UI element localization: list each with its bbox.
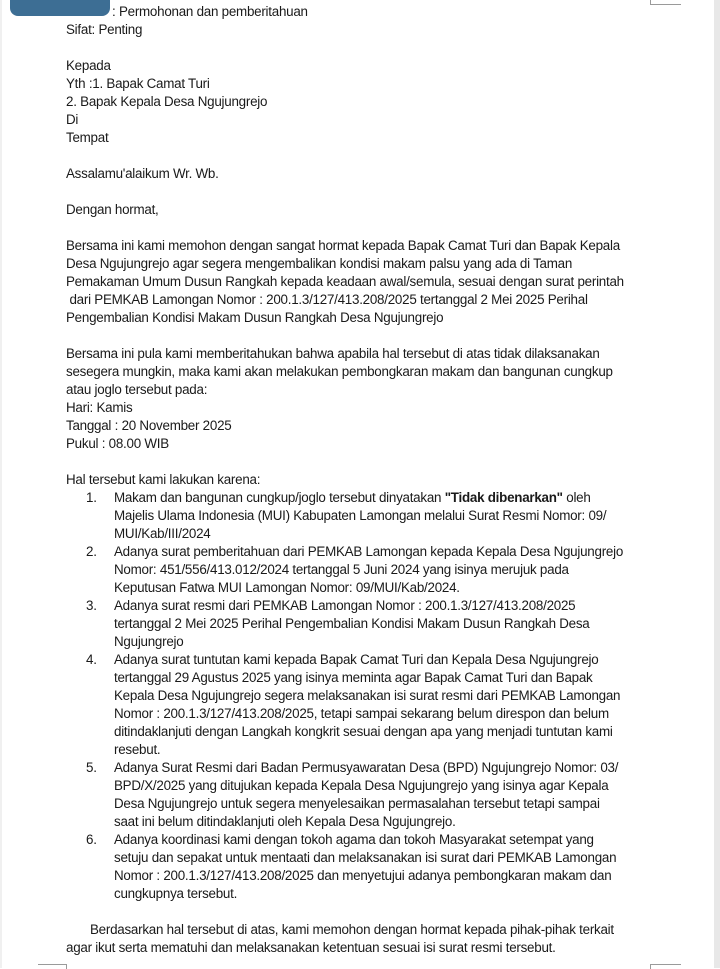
reason-item — [66, 651, 656, 759]
reason-line — [114, 597, 656, 615]
recipient-line: Tempat — [66, 130, 109, 145]
schedule-date: Tanggal : 20 November 2025 — [66, 418, 232, 433]
paragraph-line: Pengembalian Kondisi Makam Dusun Rangkah Desa Ngujungrejo — [66, 310, 444, 325]
reason-text: tertanggal 29 Agustus 2025 yang isinya meminta agar Bapak Camat Turi dan Bapak — [114, 670, 593, 685]
paragraph-request — [66, 237, 656, 327]
reason-emphasis: "Tidak dibenarkan" — [444, 490, 563, 505]
reason-item — [66, 759, 656, 831]
reason-line — [114, 507, 656, 525]
reason-line — [114, 813, 656, 831]
reason-text: Nomor : 200.1.3/127/413.208/2025, tetapi sampai sekarang belum direspon dan belum — [114, 706, 609, 721]
reason-text: Adanya surat pemberitahuan dari PEMKAB Lamongan kepada Kepala Desa Ngujungrejo — [114, 544, 624, 559]
reason-item — [66, 489, 656, 543]
reason-text: Adanya Surat Resmi dari Badan Permusyawaratan Desa (BPD) Ngujungrejo Nomor: 03/ — [114, 760, 619, 775]
paragraph-line: Berdasarkan hal tersebut di atas, kami memohon dengan hormat kepada pihak-pihak terkait — [90, 922, 614, 937]
reason-line — [114, 723, 656, 741]
letter-document — [66, 3, 656, 957]
letter-sifat: Sifat: Penting — [66, 22, 143, 37]
reason-line — [114, 705, 656, 723]
reason-item — [66, 831, 656, 903]
reason-number: 3. — [86, 598, 97, 613]
page-corner-mark-bottom-left — [38, 964, 67, 969]
paragraph-line: sesegera mungkin, maka kami akan melakukan pembongkaran makam dan bangunan cungkup — [66, 364, 613, 379]
reason-text: saat ini belum ditindaklanjuti oleh Kepala Desa Ngujungrejo. — [114, 814, 456, 829]
reason-text: BPD/X/2025 yang ditujukan kepada Kepala Desa Ngujungrejo yang isinya agar Kepala — [114, 778, 609, 793]
reason-item — [66, 597, 656, 651]
greeting: Assalamu'alaikum Wr. Wb. — [66, 166, 219, 181]
paragraph-line: dari PEMKAB Lamongan Nomor : 200.1.3/127/413.208/2025 tertanggal 2 Mei 2025 Perihal — [66, 292, 588, 307]
reason-text: Majelis Ulama Indonesia (MUI) Kabupaten Lamongan melalui Surat Resmi Nomor: 09/ — [114, 508, 607, 523]
reason-number: 4. — [86, 652, 97, 667]
reason-line — [114, 561, 656, 579]
reason-text: ditindaklanjuti dengan Langkah kongkrit sesuai dengan apa yang menjadi tuntutan kami — [114, 724, 613, 739]
reason-text: Nomor : 200.1.3/127/413.208/2025 dan menyetujui adanya pembongkaran makam dan — [114, 868, 612, 883]
recipient-line: Di — [66, 112, 79, 127]
paragraph-line: Bersama ini kami memohon dengan sangat hormat kepada Bapak Camat Turi dan Bapak Kepala — [66, 238, 620, 253]
recipient-block — [66, 57, 656, 147]
reason-text: cungkupnya tersebut. — [114, 886, 238, 901]
reason-line — [114, 759, 656, 777]
reason-line — [114, 615, 656, 633]
reason-number: 2. — [86, 544, 97, 559]
recipient-line: 2. Bapak Kepala Desa Ngujungrejo — [66, 94, 268, 109]
reason-line — [114, 885, 656, 903]
reason-text: Adanya surat resmi dari PEMKAB Lamongan Nomor : 200.1.3/127/413.208/2025 — [114, 598, 576, 613]
recipient-line: Yth :1. Bapak Camat Turi — [66, 76, 210, 91]
reason-number: 5. — [86, 760, 97, 775]
page-left-edge — [0, 0, 2, 968]
reason-text: tertanggal 2 Mei 2025 Perihal Pengembalian Kondisi Makam Dusun Rangkah Desa — [114, 616, 590, 631]
page-right-edge — [714, 0, 720, 968]
reasons-list — [66, 489, 656, 903]
paragraph-line: Pemakaman Umum Dusun Rangkah kepada keadaan awal/semula, sesuai dengan surat perintah — [66, 274, 624, 289]
reason-line — [114, 849, 656, 867]
reason-line — [114, 741, 656, 759]
paragraph-line: agar ikut serta mematuhi dan melaksanakan ketentuan sesuai isi surat resmi tersebut. — [66, 940, 556, 955]
recipient-line: Kepada — [66, 58, 111, 73]
reason-text: oleh — [562, 490, 591, 505]
schedule-time: Pukul : 08.00 WIB — [66, 436, 169, 451]
reason-text: Makam dan bangunan cungkup/joglo tersebut dinyatakan — [114, 490, 445, 505]
reason-item — [66, 543, 656, 597]
reasons-intro: Hal tersebut kami lakukan karena: — [66, 472, 261, 487]
paragraph-line: atau joglo tersebut pada: — [66, 382, 208, 397]
reason-number: 6. — [86, 832, 97, 847]
reason-text: Keputusan Fatwa MUI Lamongan Nomor: 09/MUI/Kab/2024. — [114, 580, 460, 595]
reason-line — [114, 651, 656, 669]
reason-line — [114, 867, 656, 885]
reason-number: 1. — [86, 490, 97, 505]
reason-line — [114, 633, 656, 651]
reason-text: Adanya surat tuntutan kami kepada Bapak Camat Turi dan Kepala Desa Ngujungrejo — [114, 652, 599, 667]
reason-text: MUI/Kab/III/2024 — [114, 526, 211, 541]
paragraph-notice — [66, 345, 656, 453]
reason-line — [114, 831, 656, 849]
reason-line — [114, 489, 656, 507]
reason-text: Ngujungrejo — [114, 634, 184, 649]
reason-line — [114, 669, 656, 687]
paragraph-line: Bersama ini pula kami memberitahukan bahwa apabila hal tersebut di atas tidak dilaksanakan — [66, 346, 600, 361]
reason-line — [114, 777, 656, 795]
schedule-day: Hari: Kamis — [66, 400, 133, 415]
paragraph-line: Desa Ngujungrejo agar segera mengembalikan kondisi makam palsu yang ada di Taman — [66, 256, 573, 271]
reason-line — [114, 543, 656, 561]
reason-text: setuju dan sepakat untuk mentaati dan melaksanakan isi surat dari PEMKAB Lamongan — [114, 850, 617, 865]
page-corner-mark-bottom-right — [650, 964, 681, 969]
reason-line — [114, 687, 656, 705]
letter-subject: : Permohonan dan pemberitahuan — [112, 4, 308, 19]
reason-line — [114, 795, 656, 813]
reason-text: resebut. — [114, 742, 161, 757]
reason-text: Desa Ngujungrejo untuk segera menyelesaikan permasalahan tersebut tetapi sampai — [114, 796, 600, 811]
closing-paragraph — [66, 921, 656, 957]
reason-text: Kepala Desa Ngujungrejo segera melaksanakan isi surat resmi dari PEMKAB Lamongan — [114, 688, 621, 703]
reason-line — [114, 525, 656, 543]
reason-text: Nomor: 451/556/413.012/2024 tertanggal 5 Juni 2024 yang isinya merujuk pada — [114, 562, 569, 577]
salutation: Dengan hormat, — [66, 202, 159, 217]
reason-line — [114, 579, 656, 597]
reason-text: Adanya koordinasi kami dengan tokoh agama dan tokoh Masyarakat setempat yang — [114, 832, 594, 847]
